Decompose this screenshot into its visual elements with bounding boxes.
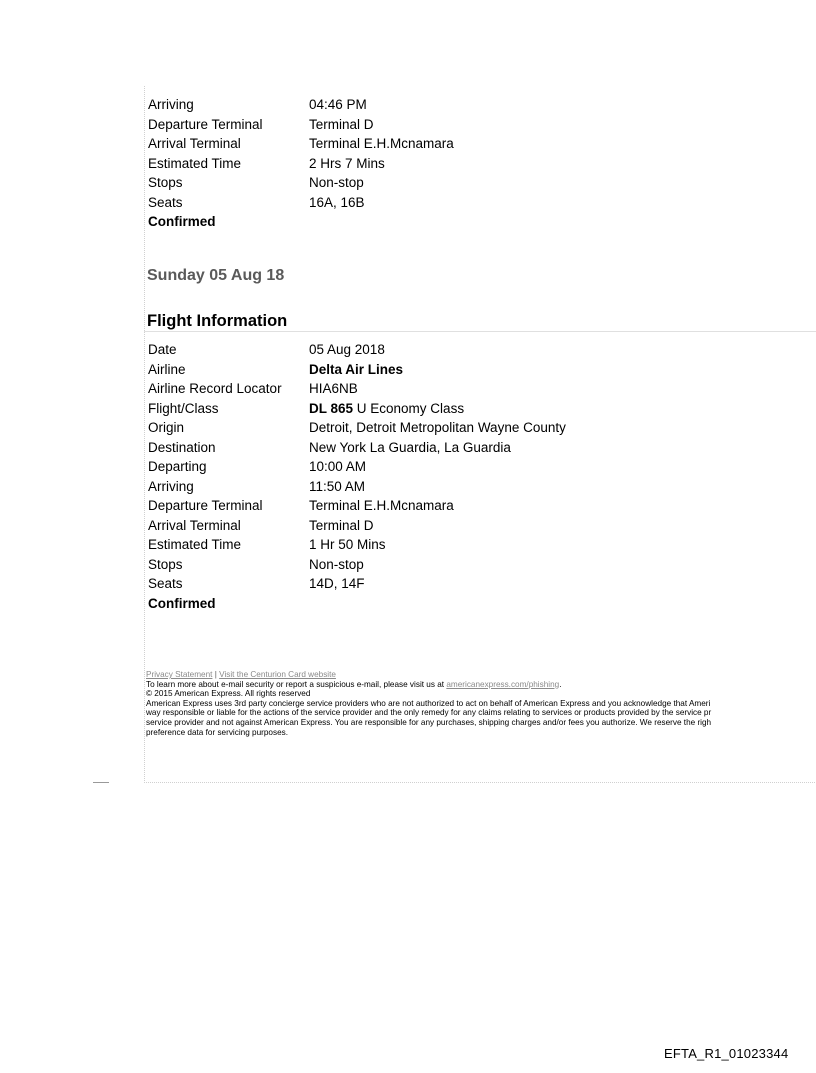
field-label: Stops bbox=[148, 556, 183, 572]
airline-name: Delta Air Lines bbox=[309, 361, 404, 377]
phishing-link[interactable]: americanexpress.com/phishing bbox=[446, 679, 560, 689]
footer-links-line bbox=[146, 670, 816, 680]
field-label: Stops bbox=[148, 175, 183, 190]
section-divider bbox=[144, 331, 816, 332]
field-value: Terminal E.H.Mcnamara bbox=[309, 136, 454, 151]
confirmed-status: Confirmed bbox=[148, 595, 216, 611]
field-value: 14D, 14F bbox=[309, 576, 365, 591]
day-heading: Sunday 05 Aug 18 bbox=[147, 267, 285, 284]
margin-mark bbox=[93, 782, 109, 783]
document-id: EFTA_R1_01023344 bbox=[664, 1046, 789, 1061]
field-label: Estimated Time bbox=[148, 537, 242, 552]
confirmed-status: Confirmed bbox=[148, 214, 216, 229]
privacy-statement-link[interactable]: Privacy Statement bbox=[146, 670, 213, 679]
disclaimer-line-4: preference data for servicing purposes. bbox=[146, 727, 288, 737]
field-label: Airline Record Locator bbox=[148, 381, 282, 396]
field-label: Estimated Time bbox=[148, 155, 242, 171]
field-value: Terminal D bbox=[309, 517, 374, 533]
fare-class: U Economy Class bbox=[353, 400, 465, 416]
copyright-text: © 2015 American Express. All rights reserved bbox=[146, 689, 311, 699]
field-label: Seats bbox=[148, 576, 183, 591]
field-value: Detroit, Detroit Metropolitan Wayne County bbox=[309, 420, 566, 435]
field-label: Departure Terminal bbox=[148, 116, 263, 132]
field-label: Arriving bbox=[148, 97, 194, 112]
disclaimer-line-1: American Express uses 3rd party concierge service providers who are not authorized to act on behalf of American Express and you acknowledge that Ameri bbox=[146, 698, 711, 708]
record-locator: HIA6NB bbox=[309, 381, 358, 396]
section-title: Flight Information bbox=[147, 312, 288, 330]
field-value: 04:46 PM bbox=[309, 97, 367, 112]
security-notice bbox=[146, 680, 816, 690]
field-label: Date bbox=[148, 342, 177, 357]
field-value: Terminal E.H.Mcnamara bbox=[309, 498, 454, 513]
field-label: Origin bbox=[148, 420, 185, 435]
field-value bbox=[309, 399, 464, 419]
security-end: . bbox=[559, 679, 562, 689]
field-label: Departure Terminal bbox=[148, 498, 263, 513]
field-value: 1 Hr 50 Mins bbox=[309, 537, 386, 552]
email-footer bbox=[146, 670, 816, 737]
field-value: 05 Aug 2018 bbox=[309, 342, 385, 357]
security-text: To learn more about e-mail security or report a suspicious e-mail, please visit us at bbox=[146, 679, 445, 689]
field-value: 2 Hrs 7 Mins bbox=[309, 155, 385, 171]
field-value: 16A, 16B bbox=[309, 194, 365, 210]
flight-number: DL 865 bbox=[309, 400, 354, 416]
field-label: Arriving bbox=[148, 478, 194, 494]
field-label: Arrival Terminal bbox=[148, 136, 241, 151]
field-value: New York La Guardia, La Guardia bbox=[309, 439, 511, 455]
disclaimer-line-2: way responsible or liable for the actions of the service provider and the only remedy for any claims relating to services or products provided by the service pr bbox=[146, 708, 712, 718]
field-label: Departing bbox=[148, 459, 207, 474]
field-label: Destination bbox=[148, 439, 216, 455]
field-label: Arrival Terminal bbox=[148, 517, 241, 533]
field-value: 10:00 AM bbox=[309, 459, 367, 474]
field-value: 11:50 AM bbox=[309, 478, 366, 494]
field-value: Terminal D bbox=[309, 116, 374, 132]
disclaimer-line-3: service provider and not against American Express. You are responsible for any purchases, shipping charges and/or fees you authorize. We reserve the righ bbox=[146, 717, 712, 727]
field-label: Seats bbox=[148, 194, 183, 210]
link-separator: | bbox=[214, 670, 217, 679]
field-value: Non-stop bbox=[309, 175, 364, 190]
field-label: Airline bbox=[148, 361, 186, 377]
field-label: Flight/Class bbox=[148, 400, 219, 416]
field-value: Non-stop bbox=[309, 556, 364, 572]
centurion-website-link[interactable]: Visit the Centurion Card website bbox=[219, 670, 336, 679]
